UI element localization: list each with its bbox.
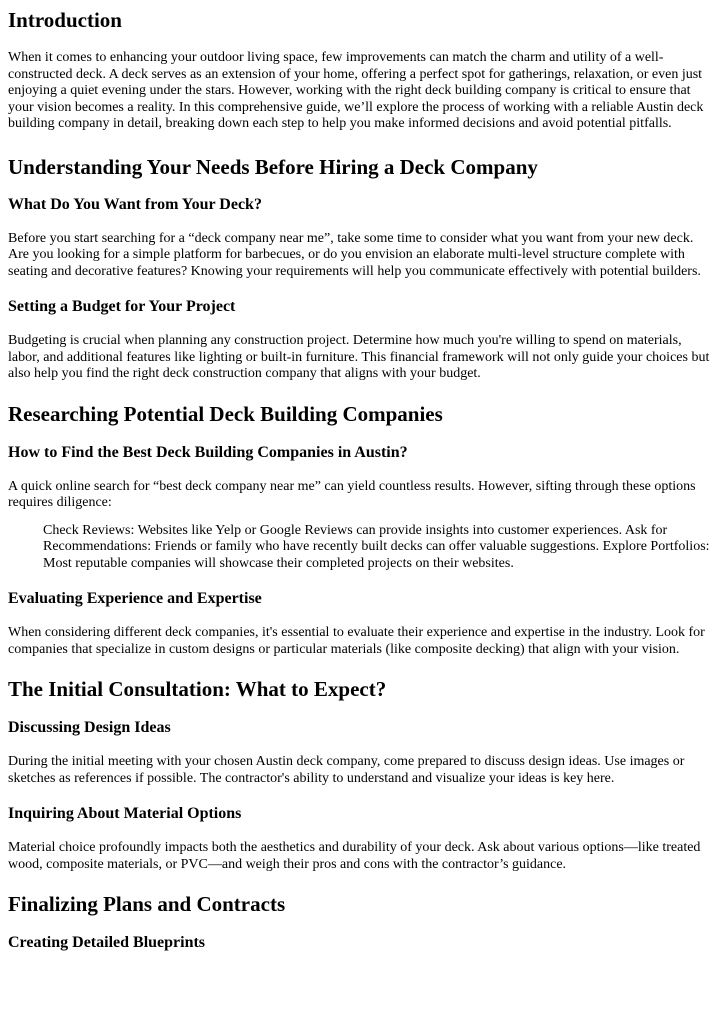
heading-introduction: Introduction <box>8 8 122 32</box>
paragraph-introduction: When it comes to enhancing your outdoor living space, few improvements can match the charm and utility of a well-constructed deck. A deck serves as an extension of your home, offering a perfect spot for gatherings, relaxation, or even just enjoying a quiet evening under the stars. However, working with the right deck building company is critical to ensure that your vision becomes a reality. In this comprehensive guide, we’ll explore the process of working with a reliable Austin deck building company in detail, breaking down each step to help you make informed decisions and avoid potential pitfalls. <box>8 50 704 131</box>
paragraph-setting-budget: Budgeting is crucial when planning any construction project. Determine how much you're willing to spend on materials, labor, and additional features like lighting or built-in furniture. This financial framework will not only guide your choices but also help you find the right deck construction company that aligns with your budget. <box>8 333 710 381</box>
paragraph-evaluating-experience: When considering different deck companies, it's essential to evaluate their experience and expertise in the industry. Look for companies that specialize in custom designs or particular materials (like composite decking) that align with your vision. <box>8 625 705 657</box>
tips-block: Check Reviews: Websites like Yelp or Google Reviews can provide insights into customer experiences. Ask for Recommendations: Friends or family who have recently built decks can offer valuable suggestions. Explore Portfolios: Most reputable companies will showcase their completed projects on their websites. <box>43 522 710 571</box>
heading-understanding-needs: Understanding Your Needs Before Hiring a Deck Company <box>8 154 538 179</box>
subheading-discussing-design: Discussing Design Ideas <box>8 719 171 736</box>
paragraph-discussing-design: During the initial meeting with your chosen Austin deck company, come prepared to discuss design ideas. Use images or sketches as references if possible. The contractor's ability to understand and visualize your ideas is key here. <box>8 754 685 786</box>
subheading-material-options: Inquiring About Material Options <box>8 805 242 822</box>
article <box>0 8 720 952</box>
subheading-detailed-blueprints: Creating Detailed Blueprints <box>8 934 206 951</box>
subheading-find-best-companies: How to Find the Best Deck Building Companies in Austin? <box>8 443 408 461</box>
paragraph-material-options: Material choice profoundly impacts both the aesthetics and durability of your deck. Ask about various options—like treated wood, composite materials, or PVC—and weigh their pros and cons with the contractor’s guidance. <box>8 840 701 872</box>
paragraph-find-best-companies: A quick online search for “best deck company near me” can yield countless results. However, sifting through these options requires diligence: <box>8 478 696 510</box>
subheading-evaluating-experience: Evaluating Experience and Expertise <box>8 590 262 607</box>
heading-researching-companies: Researching Potential Deck Building Companies <box>8 401 443 426</box>
heading-finalizing-plans: Finalizing Plans and Contracts <box>8 892 286 916</box>
subheading-what-do-you-want: What Do You Want from Your Deck? <box>8 195 262 213</box>
subheading-setting-budget: Setting a Budget for Your Project <box>8 298 236 315</box>
heading-initial-consultation: The Initial Consultation: What to Expect? <box>8 677 387 701</box>
paragraph-what-do-you-want: Before you start searching for a “deck company near me”, take some time to consider what you want from your new deck. Are you looking for a simple platform for barbecues, or do you envision an elaborate multi-level structure complete with seating and decorative features? Knowing your requirements will help you communicate effectively with potential builders. <box>8 230 701 279</box>
